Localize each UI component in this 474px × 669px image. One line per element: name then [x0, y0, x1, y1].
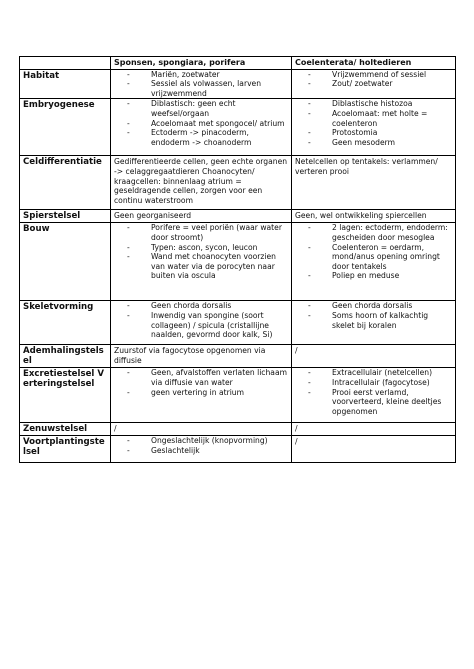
- bullet-list: [113, 436, 289, 455]
- table-row: [20, 99, 456, 156]
- dash-bullet: -: [308, 368, 311, 378]
- list-item: [113, 243, 289, 253]
- row-label: Zenuwstelsel: [20, 423, 111, 436]
- list-item-text: Wand met choanocyten voorzien van water via de porocyten naar buiten via oscula: [151, 252, 276, 281]
- row-label: Skeletvorming: [20, 301, 111, 345]
- list-item-text: geen vertering in atrium: [151, 387, 245, 397]
- sponsen-cell: [111, 210, 292, 223]
- header-coelenterata: Coelenterata/ holtedieren: [292, 57, 456, 70]
- list-item: [113, 252, 289, 281]
- dash-bullet: -: [127, 301, 130, 311]
- dash-bullet: -: [308, 310, 311, 320]
- dash-bullet: -: [308, 128, 311, 138]
- table-row: [20, 156, 456, 210]
- list-item-text: Inwendig van spongine (soort collageen) / spicula (cristallijne naalden, gevormd door kalk, Si): [151, 310, 273, 340]
- list-item-text: Diblastisch: geen echt weefsel/orgaan: [151, 99, 236, 118]
- list-item-text: Soms hoorn of kalkachtig skelet bij koralen: [332, 310, 429, 330]
- dash-bullet: -: [308, 99, 311, 109]
- dash-bullet: -: [127, 436, 130, 446]
- list-item-text: Porifere = veel poriën (waar water door stroomt): [151, 223, 282, 242]
- table-row: [20, 368, 456, 423]
- list-item-text: Geslachtelijk: [151, 445, 200, 455]
- list-item: [294, 223, 453, 242]
- coelenterata-cell: [292, 345, 456, 368]
- dash-bullet: -: [308, 242, 311, 252]
- dash-bullet: -: [308, 69, 311, 79]
- bullet-list: [113, 301, 289, 339]
- dash-bullet: -: [127, 310, 130, 320]
- bullet-list: [294, 368, 453, 416]
- list-item-text: Diblastische histozoa: [332, 99, 413, 109]
- sponsen-cell: [111, 99, 292, 156]
- list-item: [294, 271, 453, 281]
- list-item: [113, 301, 289, 311]
- list-item-text: Typen: ascon, sycon, leucon: [151, 242, 258, 252]
- bullet-list: [113, 99, 289, 147]
- list-item-text: Poliep en meduse: [332, 271, 400, 281]
- dash-bullet: -: [308, 301, 311, 311]
- sponsen-cell: [111, 301, 292, 345]
- sponsen-cell: [111, 423, 292, 436]
- bullet-list: [113, 70, 289, 99]
- list-item-text: Extracellulair (netelcellen): [332, 368, 433, 378]
- dash-bullet: -: [308, 79, 311, 89]
- bullet-list: [294, 301, 453, 330]
- list-item-text: Geen, afvalstoffen verlaten lichaam via diffusie van water: [151, 368, 288, 387]
- row-label: Celdifferentiatie: [20, 156, 111, 210]
- coelenterata-cell: [292, 69, 456, 99]
- table-row: [20, 69, 456, 99]
- list-item-text: 2 lagen: ectoderm, endoderm: gescheiden door mesoglea: [332, 223, 448, 242]
- sponsen-cell: [111, 156, 292, 210]
- list-item-text: Prooi eerst verlamd, voorverteerd, kleine deeltjes opgenomen: [332, 387, 442, 416]
- dash-bullet: -: [308, 137, 311, 147]
- bullet-list: [294, 99, 453, 147]
- list-item: [113, 368, 289, 387]
- cell-text: /: [295, 424, 298, 434]
- list-item: [113, 99, 289, 118]
- table-row: [20, 210, 456, 223]
- dash-bullet: -: [127, 128, 130, 138]
- row-label: Excretiestelsel Verteringstelsel: [20, 368, 111, 423]
- row-label: Habitat: [20, 69, 111, 99]
- list-item-text: Mariën, zoetwater: [151, 69, 220, 79]
- header-empty-cell: [20, 57, 111, 70]
- dash-bullet: -: [127, 368, 130, 378]
- bullet-list: [294, 70, 453, 89]
- list-item: [113, 446, 289, 456]
- list-item: [294, 368, 453, 378]
- comparison-table: [19, 56, 456, 463]
- list-item: [294, 138, 453, 148]
- cell-text: Geen, wel ontwikkeling spiercellen: [295, 211, 427, 221]
- row-label: Bouw: [20, 223, 111, 301]
- dash-bullet: -: [308, 387, 311, 397]
- list-item: [113, 311, 289, 340]
- table-row: [20, 301, 456, 345]
- bullet-list: [113, 368, 289, 397]
- list-item-text: Ongeslachtelijk (knopvorming): [151, 436, 268, 446]
- coelenterata-cell: [292, 223, 456, 301]
- cell-text: Netelcellen op tentakels: verlammen/ verteren prooi: [295, 157, 438, 176]
- sponsen-cell: [111, 345, 292, 368]
- list-item: [294, 70, 453, 80]
- list-item: [294, 243, 453, 272]
- list-item: [113, 436, 289, 446]
- row-label: Ademhalingstelsel: [20, 345, 111, 368]
- bullet-list: [113, 223, 289, 281]
- cell-text: Geen georganiseerd: [114, 211, 192, 221]
- table-row: [20, 345, 456, 368]
- table-row: [20, 223, 456, 301]
- dash-bullet: -: [127, 252, 130, 262]
- row-label: Spierstelsel: [20, 210, 111, 223]
- list-item: [294, 109, 453, 128]
- list-item: [113, 223, 289, 242]
- dash-bullet: -: [308, 108, 311, 118]
- header-row: [20, 57, 456, 70]
- dash-bullet: -: [127, 69, 130, 79]
- sponsen-cell: [111, 69, 292, 99]
- row-label: Embryogenese: [20, 99, 111, 156]
- dash-bullet: -: [127, 79, 130, 89]
- coelenterata-cell: [292, 423, 456, 436]
- cell-text: /: [295, 437, 298, 447]
- list-item-text: Zout/ zoetwater: [332, 79, 393, 89]
- list-item: [294, 388, 453, 417]
- list-item: [113, 128, 289, 147]
- list-item-text: Intracellulair (fagocytose): [332, 377, 430, 387]
- list-item: [113, 70, 289, 80]
- coelenterata-cell: [292, 436, 456, 463]
- cell-text: /: [295, 346, 298, 356]
- list-item: [294, 128, 453, 138]
- list-item-text: Acoelomaat met spongocel/ atrium: [151, 118, 285, 128]
- cell-text: Gedifferentieerde cellen, geen echte organen -> celaggregaatdieren Choanocyten/ kraagcellen: binnenlaag atrium = geseldragende cellen, zorgen voor een continu waterstroom: [114, 157, 288, 205]
- list-item-text: Acoelomaat: met holte = coelenteron: [332, 108, 428, 128]
- sponsen-cell: [111, 436, 292, 463]
- list-item-text: Ectoderm -> pinacoderm, endoderm -> choanoderm: [151, 128, 252, 147]
- dash-bullet: -: [127, 387, 130, 397]
- list-item-text: Vrijzwemmend of sessiel: [332, 69, 427, 79]
- table-row: [20, 436, 456, 463]
- table-body: [20, 69, 456, 463]
- bullet-list: [294, 223, 453, 281]
- cell-text: /: [114, 424, 117, 434]
- header-sponsen: Sponsen, spongiara, porifera: [111, 57, 292, 70]
- row-label: Voortplantingstelsel: [20, 436, 111, 463]
- list-item: [113, 79, 289, 98]
- coelenterata-cell: [292, 368, 456, 423]
- list-item-text: Protostomia: [332, 128, 378, 138]
- list-item-text: Sessiel als volwassen, larven vrijzwemmend: [151, 79, 262, 98]
- list-item: [294, 79, 453, 89]
- coelenterata-cell: [292, 210, 456, 223]
- dash-bullet: -: [127, 445, 130, 455]
- list-item: [294, 99, 453, 109]
- dash-bullet: -: [308, 271, 311, 281]
- dash-bullet: -: [308, 223, 311, 233]
- dash-bullet: -: [127, 242, 130, 252]
- dash-bullet: -: [127, 223, 130, 233]
- list-item: [294, 378, 453, 388]
- coelenterata-cell: [292, 99, 456, 156]
- coelenterata-cell: [292, 156, 456, 210]
- cell-text: Zuurstof via fagocytose opgenomen via diffusie: [114, 346, 266, 365]
- list-item: [113, 388, 289, 398]
- list-item: [113, 119, 289, 129]
- dash-bullet: -: [308, 377, 311, 387]
- list-item-text: Geen chorda dorsalis: [151, 301, 232, 311]
- list-item: [294, 301, 453, 311]
- list-item-text: Geen chorda dorsalis: [332, 301, 413, 311]
- list-item-text: Geen mesoderm: [332, 137, 396, 147]
- sponsen-cell: [111, 368, 292, 423]
- list-item-text: Coelenteron = oerdarm, mond/anus opening omringt door tentakels: [332, 242, 440, 271]
- sponsen-cell: [111, 223, 292, 301]
- list-item: [294, 311, 453, 330]
- dash-bullet: -: [127, 118, 130, 128]
- coelenterata-cell: [292, 301, 456, 345]
- dash-bullet: -: [127, 99, 130, 109]
- table-row: [20, 423, 456, 436]
